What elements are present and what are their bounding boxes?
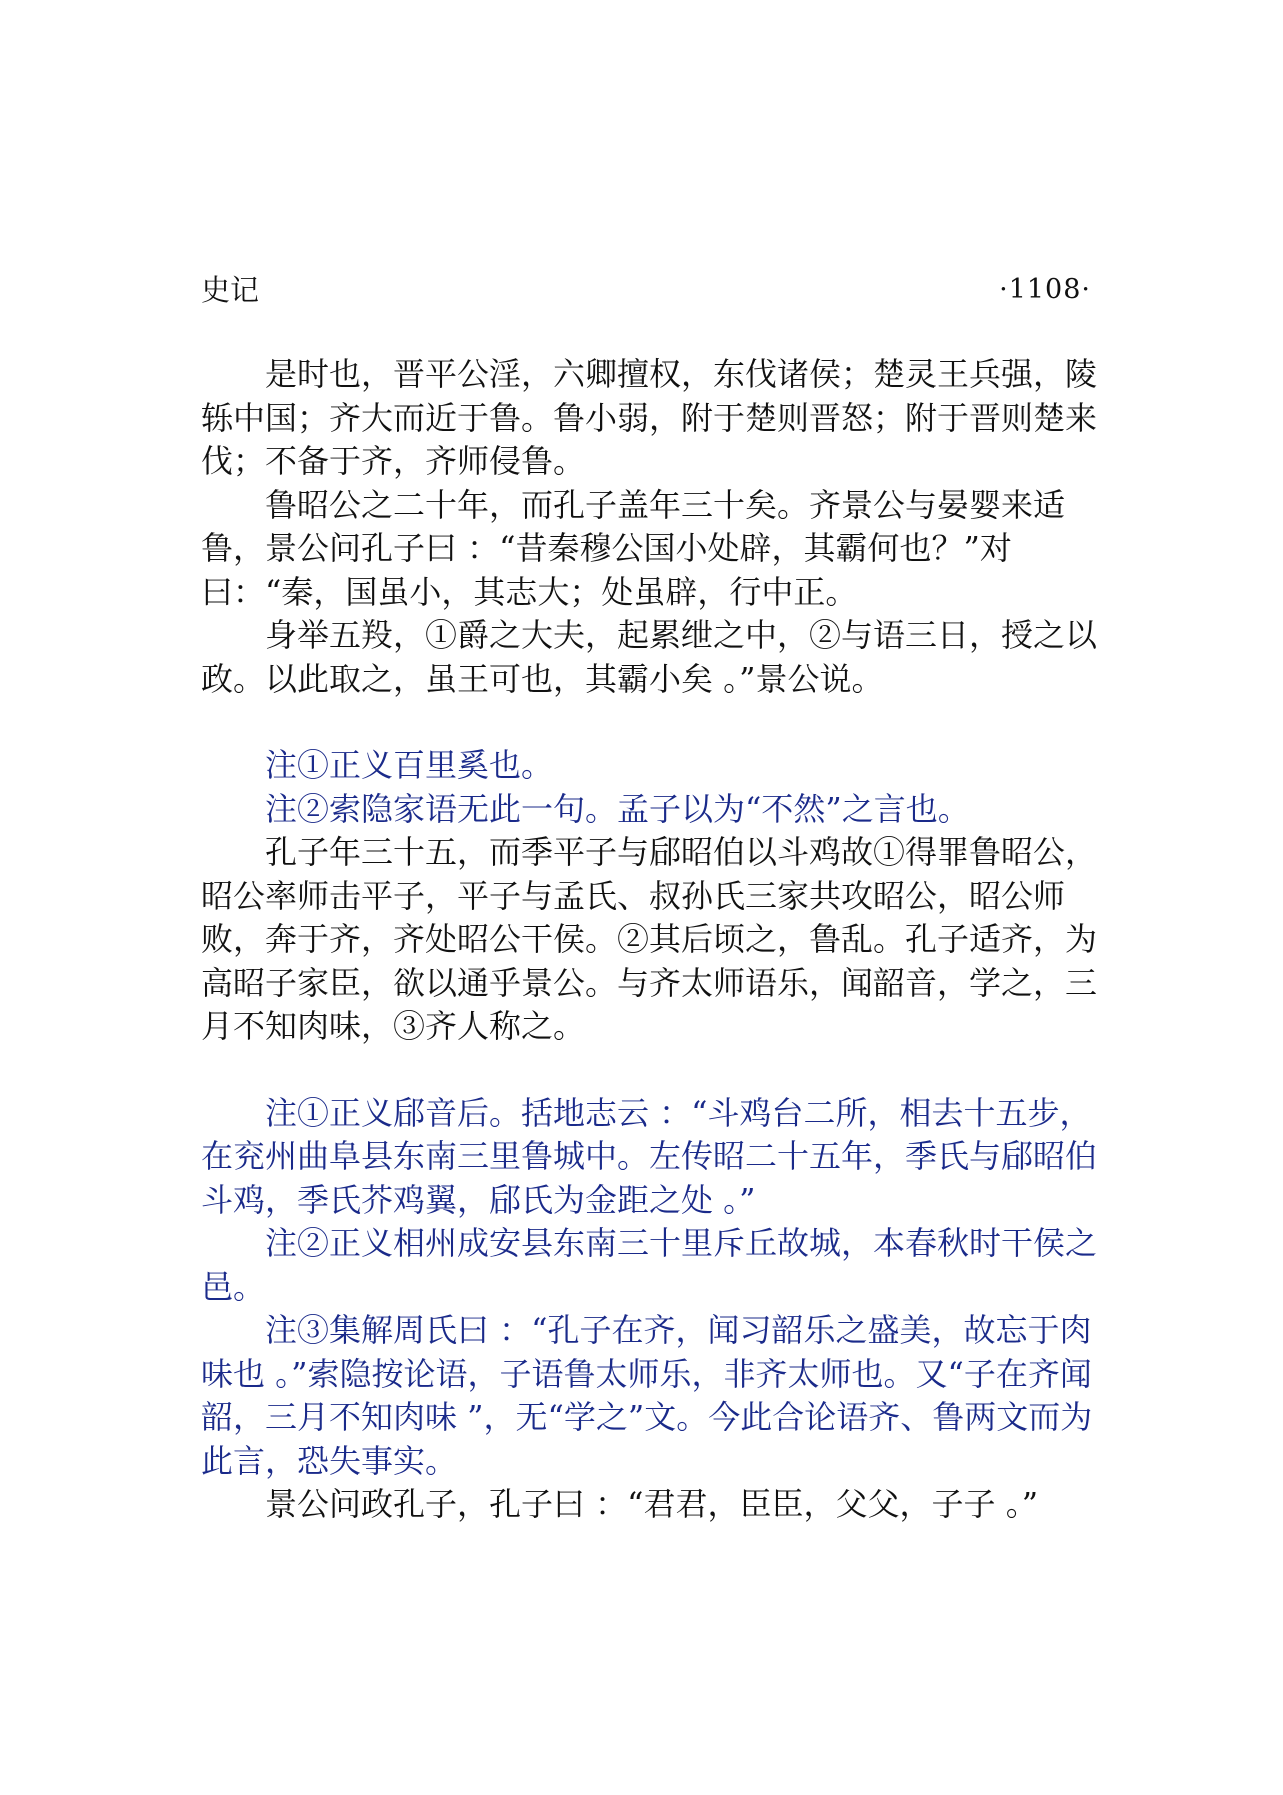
body-paragraph: 景公问政孔子，孔子曰 ：“君君，臣臣，父父，子子 。”: [265, 1485, 1039, 1523]
annotation-note: 注②正义相州成安县东南三十里斥丘故城，本春秋时干侯之邑。: [201, 1224, 1098, 1306]
page-body: [201, 353, 1101, 1527]
paragraph-gap: [201, 1049, 1101, 1092]
paragraph-gap: [201, 701, 1101, 744]
body-paragraph: 身举五羖，①爵之大夫，起累绁之中，②与语三日，授之以政。以此取之，虽王可也，其霸小矣 。”景公说。: [201, 616, 1098, 698]
body-paragraph: 是时也，晋平公淫，六卿擅权，东伐诸侯；楚灵王兵强，陵轹中国；齐大而近于鲁。鲁小弱，附于楚则晋怒；附于晋则楚来伐；不备于齐，齐师侵鲁。: [201, 355, 1098, 480]
annotation-note: 注①正义郈音后。括地志云 ：“斗鸡台二所，相去十五步，在兖州曲阜县东南三里鲁城中。左传昭二十五年，季氏与郈昭伯斗鸡，季氏芥鸡翼，郈氏为金距之处 。”: [201, 1093, 1098, 1219]
page-number: ·1108·: [999, 274, 1091, 305]
annotation-note: 注②索隐家语无此一句。孟子以为“不然”之言也。: [265, 789, 970, 828]
body-paragraph: 孔子年三十五，而季平子与郈昭伯以斗鸡故①得罪鲁昭公，昭公率师击平子，平子与孟氏、叔孙氏三家共攻昭公，昭公师败，奔于齐，齐处昭公干侯。②其后顷之，鲁乱。孔子适齐，为高昭子家臣，欲以通乎景公。与齐太师语乐，闻韶音，学之，三月不知肉味，③齐人称之。: [201, 833, 1098, 1045]
body-paragraph: 鲁昭公之二十年，而孔子盖年三十矣。齐景公与晏婴来适鲁，景公问孔子曰 ：“昔秦穆公国小处辟，其霸何也？”对曰：“秦，国虽小，其志大；处虽辟，行中正。: [201, 485, 1066, 611]
annotation-note: 注③集解周氏曰 ：“孔子在齐，闻习韶乐之盛美，故忘于肉味也 。”索隐按论语，子语鲁太师乐，非齐太师也。又“子在齐闻韶，三月不知肉味 ”，无“学之”文。今此合论语齐、鲁两文而为此言，恐失事实。: [201, 1311, 1093, 1480]
annotation-note: 注①正义百里奚也。: [265, 746, 554, 784]
book-title: 史记: [201, 273, 260, 307]
page-header: [201, 268, 1091, 312]
